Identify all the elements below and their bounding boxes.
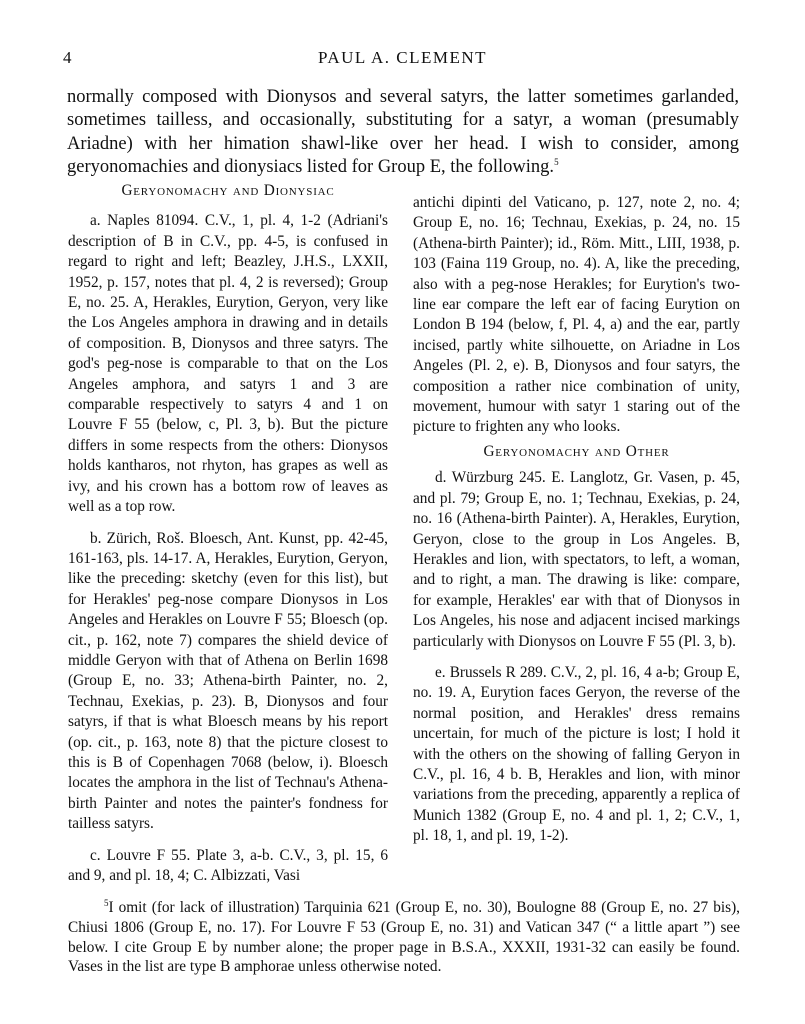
page-number: 4 bbox=[63, 48, 72, 67]
section-heading: Geryonomachy and Dionysiac bbox=[121, 182, 335, 199]
footnote-reference: 5 bbox=[554, 156, 559, 167]
intro-paragraph bbox=[67, 86, 739, 179]
footnote bbox=[68, 898, 740, 977]
running-head: PAUL A. CLEMENT bbox=[317, 48, 488, 67]
catalogue-entry-b: b. Zürich, Roš. Bloesch, Ant. Kunst, pp. 42-45, 161-163, pls. 14-17. A, Herakles, Eurytion, Geryon, like the preceding: sketchy (even for this list), but for Herakles' peg-nose compare Dionysos in Los Angeles and Herakles on Louvre F 55; Bloesch (op. cit., p. 162, note 7) compares the shield device of middle Geryon with that of Athena on Berlin 1698 (Group E, no. 33; Athena-birth Painter, no. 2, Technau, Exekias, p. 23). B, Dionysos and four satyrs, if that is what Bloesch means by his report (op. cit., p. 163, note 8) that the picture closest to this is B of Copenhagen 7068 (below, i). Bloesch locates the amphora in the list of Technau's Athena-birth Painter and notes the painter's fondness for tailless satyrs. bbox=[68, 529, 388, 833]
left-column bbox=[68, 182, 388, 897]
catalogue-entry-c-continued: antichi dipinti del Vaticano, p. 127, note 2, no. 4; Group E, no. 16; Technau, Exekias, p. 24, no. 15 (Athena-birth Painter); id., Röm. Mitt., LIII, 1938, p. 103 (Faina 119 Group, no. 4). A, like the preceding, also with a peg-nose Herakles; for Eurytion's two-line ear compare the left ear of facing Eurytion on London B 194 (below, f, Pl. 4, a) and the ear, partly incised, partly white silhouette, on Ariadne in Los Angeles (Pl. 2, e). B, Dionysos and four satyrs, the composition a rather nice combination of unity, movement, humour with satyr 1 staring out of the picture to frighten any who looks. bbox=[413, 194, 740, 436]
section-heading: Geryonomachy and Other bbox=[483, 442, 670, 460]
catalogue-entry-a: a. Naples 81094. C.V., 1, pl. 4, 1-2 (Adriani's description of B in C.V., pp. 4-5, is confused in regard to right and left; Beazley, J.H.S., LXXII, 1952, p. 157, notes that pl. 4, 2 is reversed); Group E, no. 25. A, Herakles, Eurytion, Geryon, very like the Los Angeles amphora in drawing and in details of composition. B, Dionysos and three satyrs. The god's peg-nose is comparable to that on the Los Angeles amphora, and satyrs 1 and 3 are comparable respectively to satyrs 4 and 1 on Louvre F 55 (below, c, Pl. 3, b). But the picture differs in some respects from the others: Dionysos holds kantharos, not rhyton, has grapes as well as ivy, and his crown has a bottom row of leaves as well as a top row. bbox=[68, 212, 388, 516]
catalogue-entry-c: c. Louvre F 55. Plate 3, a-b. C.V., 3, pl. 15, 6 and 9, and pl. 18, 4; C. Albizzati, Vasi bbox=[68, 846, 388, 884]
intro-text: normally composed with Dionysos and several satyrs, the latter sometimes garlanded, sometimes tailless, and occasionally, substituting for a satyr, a woman (presumably Ariadne) with her himation shawl-like over her head. I wish to consider, among geryonomachies and dionysiacs listed for Group E, the following. bbox=[67, 87, 739, 177]
footnote-text: I omit (for lack of illustration) Tarquinia 621 (Group E, no. 30), Boulogne 88 (Group E, no. 27 bis), Chiusi 1806 (Group E, no. 17). For Louvre F 53 (Group E, no. 31) and Vatican 347 (“ a little apart ”) see below. I cite Group E by number alone; the proper page in B.S.A., XXXII, 1931-32 can easily be found. Vases in the list are type B amphorae unless otherwise noted. bbox=[68, 899, 740, 976]
catalogue-entry-e: e. Brussels R 289. C.V., 2, pl. 16, 4 a-b; Group E, no. 19. A, Eurytion faces Geryon, the reverse of the normal position, and Herakles' dress remains uncertain, for much of the picture is lost; I hold it with the others on the showing of falling Geryon in C.V., pl. 16, 4 b. B, Herakles and lion, with minor variations from the preceding, apparently a replica of Munich 1382 (Group E, no. 4 and pl. 1, 2; C.V., 1, pl. 18, 1, and pl. 19, 1-2). bbox=[413, 663, 740, 845]
right-column bbox=[413, 193, 740, 858]
catalogue-entry-d: d. Würzburg 245. E. Langlotz, Gr. Vasen, p. 45, and pl. 79; Group E, no. 1; Technau, Exekias, p. 24, no. 16 (Athena-birth Painter). A, Herakles, Eurytion, Geryon, close to the group in Los Angeles. B, Herakles and lion, with spectators, to left, a woman, and to right, a man. The drawing is like: compare, for example, Herakles' ear with that of Dionysos in Los Angeles, his nose and adjacent incised markings particularly with Dionysos on Louvre F 55 (Pl. 3, b). bbox=[413, 469, 740, 650]
footnote-mark: 5 bbox=[104, 897, 109, 908]
